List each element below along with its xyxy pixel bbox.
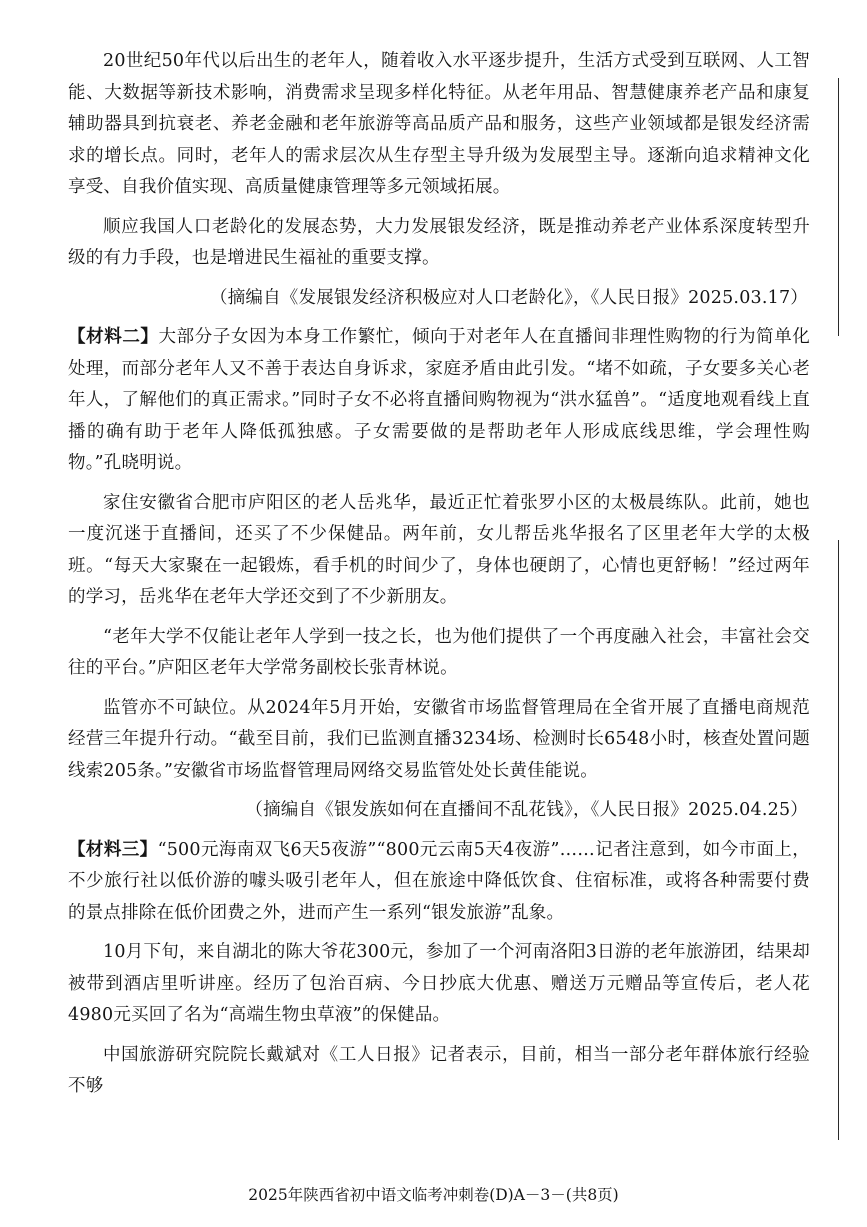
paragraph: 20世纪50年代以后出生的老年人，随着收入水平逐步提升，生活方式受到互联网、人工智能、大数据等新技术影响，消费需求呈现多样化特征。从老年用品、智慧健康养老产品和康复辅助器具到抗衰老、养老金融和老年旅游等高品质产品和服务，这些产业领域都是银发经济需求的增长点。同时，老年人的需求层次从生存型主导升级为发展型主导。逐渐向追求精神文化享受、自我价值实现、高质量健康管理等多元领域拓展。 [68,51,810,197]
material-text: 大部分子女因为本身工作繁忙，倾向于对老年人在直播间非理性购物的行为简单化处理，而部分老年人又不善于表达自身诉求，家庭矛盾由此引发。“堵不如疏，子女要多关心老年人，了解他们的真正需求。”同时子女不必将直播间购物视为“洪水猛兽”。“适度地观看线上直播的确有助于老年人降低孤独感。子女需要做的是帮助老年人形成底线思维，学会理性购物。”孔晓明说。 [68,327,811,473]
paragraph: 10月下旬，来自湖北的陈大爷花300元，参加了一个河南洛阳3日游的老年旅游团，结果却被带到酒店里听讲座。经历了包治百病、今日抄底大优惠、赠送万元赠品等宣传后，老人花4980元买回了名为“高端生物虫草液”的保健品。 [68,942,810,1025]
source-citation: （摘编自《发展银发经济积极应对人口老龄化》，《人民日报》2025.03.17） [210,287,808,308]
material-three [68,835,810,930]
page-edge-line [838,540,839,1140]
material-two [68,322,810,480]
page-edge-line [838,78,839,336]
paragraph: 中国旅游研究院院长戴斌对《工人日报》记者表示，目前，相当一部分老年群体旅行经验不够 [68,1044,810,1096]
paragraph: “老年大学不仅能让老年人学到一技之长，也为他们提供了一个再度融入社会，丰富社会交往的平台。”庐阳区老年大学常务副校长张青林说。 [68,626,810,678]
page-footer: 2025年陕西省初中语文临考冲刺卷(D)A－3－(共8页) [248,1186,619,1204]
material-label: 【材料二】 [68,327,159,347]
material-text: “500元海南双飞6天5夜游”“800元云南5天4夜游”……记者注意到，如今市面上，不少旅行社以低价游的噱头吸引老年人，但在旅途中降低饮食、住宿标准，或将各种需要付费的景点排除在低价团费之外，进而产生一系列“银发旅游”乱象。 [68,839,810,923]
paragraph: 家住安徽省合肥市庐阳区的老人岳兆华，最近正忙着张罗小区的太极晨练队。此前，她也一度沉迷于直播间，还买了不少保健品。两年前，女儿帮岳兆华报名了区里老年大学的太极班。“每天大家聚在一起锻炼，看手机的时间少了，身体也硬朗了，心情也更舒畅！”经过两年的学习，岳兆华在老年大学还交到了不少新朋友。 [68,492,810,607]
material-label: 【材料三】 [68,839,158,860]
paragraph: 监管亦不可缺位。从2024年5月开始，安徽省市场监督管理局在全省开展了直播电商规范经营三年提升行动。“截至目前，我们已监测直播3234场、检测时长6548小时，核查处置问题线索205条。”安徽省市场监督管理局网络交易监管处处长黄佳能说。 [68,697,810,781]
body-text [68,46,810,1111]
source-citation: （摘编自《银发族如何在直播间不乱花钱》，《人民日报》2025.04.25） [245,800,808,820]
paragraph: 顺应我国人口老龄化的发展态势，大力发展银发经济，既是推动养老产业体系深度转型升级的有力手段，也是增进民生福祉的重要支撑。 [68,216,810,268]
